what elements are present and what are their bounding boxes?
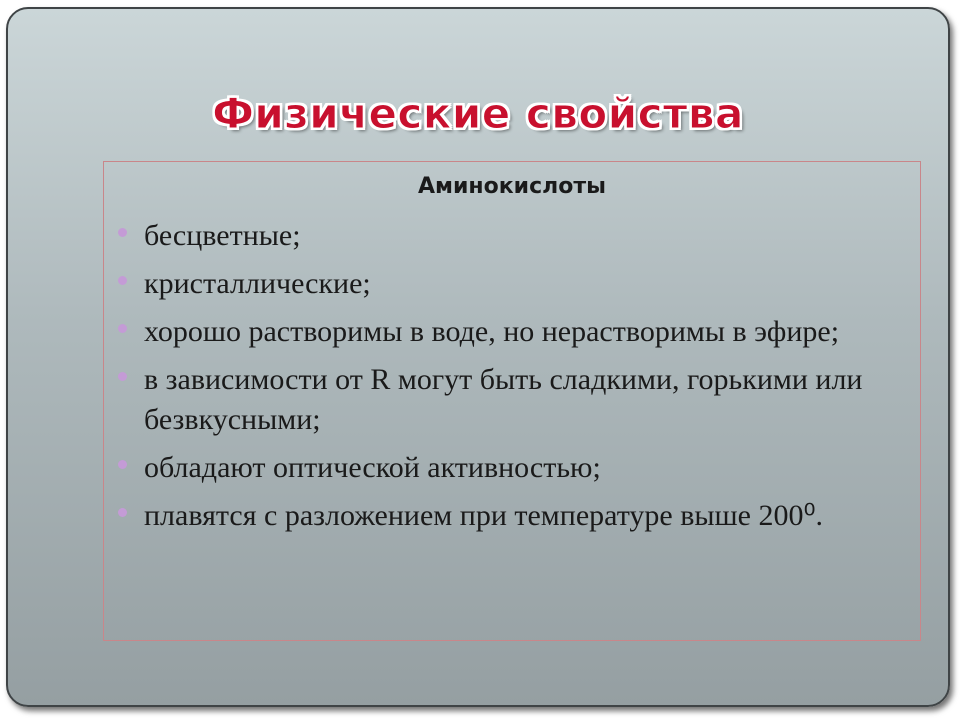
bullet-text: кристаллические; xyxy=(144,267,371,300)
bullet-icon xyxy=(118,508,127,517)
bullet-text: хорошо растворимы в воде, но нерастворимы в эфире; xyxy=(144,315,840,348)
slide xyxy=(6,7,950,707)
list-item xyxy=(104,312,920,352)
content-box xyxy=(103,161,921,641)
bullet-icon xyxy=(118,372,127,381)
slide-title: Физические свойства xyxy=(212,89,744,138)
bullet-icon xyxy=(118,228,127,237)
bullet-text: в зависимости от R могут быть сладкими, горькими или безвкусными; xyxy=(144,363,863,436)
bullet-text: плавятся с разложением при температуре выше 200⁰. xyxy=(144,499,823,532)
list-item xyxy=(104,360,920,440)
slide-subtitle: Аминокислоты xyxy=(418,174,606,199)
list-item xyxy=(104,216,920,256)
list-item xyxy=(104,496,920,536)
bullet-icon xyxy=(118,324,127,333)
bullet-list xyxy=(104,216,920,544)
list-item xyxy=(104,448,920,488)
bullet-icon xyxy=(118,460,127,469)
list-item xyxy=(104,264,920,304)
bullet-icon xyxy=(118,276,127,285)
bullet-text: бесцветные; xyxy=(144,219,301,252)
bullet-text: обладают оптической активностью; xyxy=(144,451,601,484)
